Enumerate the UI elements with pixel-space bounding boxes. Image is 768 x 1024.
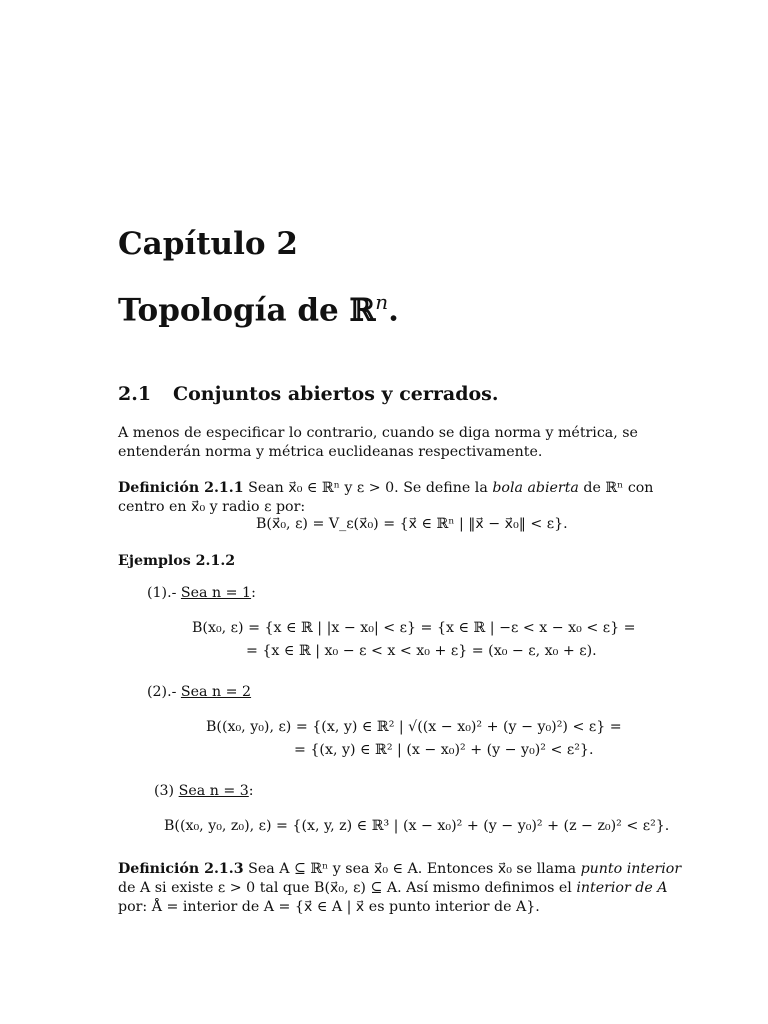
example-3-label: (3) (154, 783, 175, 799)
example-2-line-1: B((x₀, y₀), ε) = {(x, y) ∈ ℝ² | √((x − x₀)² + (y − y₀)²) < ε} = (206, 719, 622, 735)
example-1-line-2: = {x ∈ ℝ | x₀ − ε < x < x₀ + ε} = (x₀ − ε, x₀ + ε). (246, 643, 597, 659)
example-3-heading (154, 783, 254, 799)
definition-label: Definición 2.1.3 (118, 861, 244, 877)
chapter-title (118, 290, 399, 328)
example-3-colon: : (248, 783, 254, 799)
intro-paragraph: A menos de especificar lo contrario, cuando se diga norma y métrica, se entenderán norma y métrica euclideanas respectivamente. (118, 425, 638, 460)
example-2-heading (147, 684, 251, 700)
definition-text-2: de A si existe ε > 0 tal que B(x⃗₀, ε) ⊆ A. Así mismo definimos el (118, 880, 572, 896)
example-1-colon: : (251, 585, 256, 601)
example-2-label: (2).- (147, 684, 177, 700)
definition-term-2: interior de A (576, 880, 668, 896)
definition-text-3: por: Å = interior de A = {x⃗ ∈ A | x⃗ es punto interior de A}. (118, 899, 540, 915)
chapter-heading: Capítulo 2 (118, 226, 298, 262)
example-1-label: (1).- (147, 585, 177, 601)
example-3-line-1: B((x₀, y₀, z₀), ε) = {(x, y, z) ∈ ℝ³ | (x − x₀)² + (y − y₀)² + (z − z₀)² < ε²}. (164, 818, 670, 834)
section-number: 2.1 (118, 383, 152, 405)
definition-term: bola abierta (492, 480, 579, 496)
definition-text-1: Sea A ⊆ ℝⁿ y sea x⃗₀ ∈ A. Entonces x⃗₀ se llama (248, 861, 577, 877)
chapter-title-text: Topología de ℝ (118, 292, 376, 329)
definition-text-after: de ℝⁿ con centro en x⃗₀ y radio ε por: (118, 480, 654, 515)
examples-heading: Ejemplos 2.1.2 (118, 553, 236, 569)
example-1-heading (147, 585, 256, 601)
section-title: Conjuntos abiertos y cerrados. (173, 383, 499, 405)
open-ball-formula: B(x⃗₀, ε) = V_ε(x⃗₀) = {x⃗ ∈ ℝⁿ | ‖x⃗ − x⃗₀‖ < ε}. (256, 516, 568, 532)
section-heading (118, 383, 498, 405)
example-3-case: Sea n = 3 (178, 783, 249, 799)
definition-label: Definición 2.1.1 (118, 480, 244, 496)
chapter-title-dot: . (388, 292, 399, 329)
definition-text-before: Sean x⃗₀ ∈ ℝⁿ y ε > 0. Se define la (248, 480, 488, 496)
definition-term-1: punto interior (580, 861, 682, 877)
example-1-line-1: B(x₀, ε) = {x ∈ ℝ | |x − x₀| < ε} = {x ∈ ℝ | −ε < x − x₀ < ε} = (192, 620, 636, 636)
example-1-case: Sea n = 1 (180, 585, 252, 601)
definition-2-1-1 (118, 479, 698, 517)
example-2-case: Sea n = 2 (180, 684, 252, 700)
example-2-line-2: = {(x, y) ∈ ℝ² | (x − x₀)² + (y − y₀)² < ε²}. (294, 742, 594, 758)
definition-2-1-3 (118, 860, 698, 917)
chapter-title-exponent: n (375, 290, 389, 314)
